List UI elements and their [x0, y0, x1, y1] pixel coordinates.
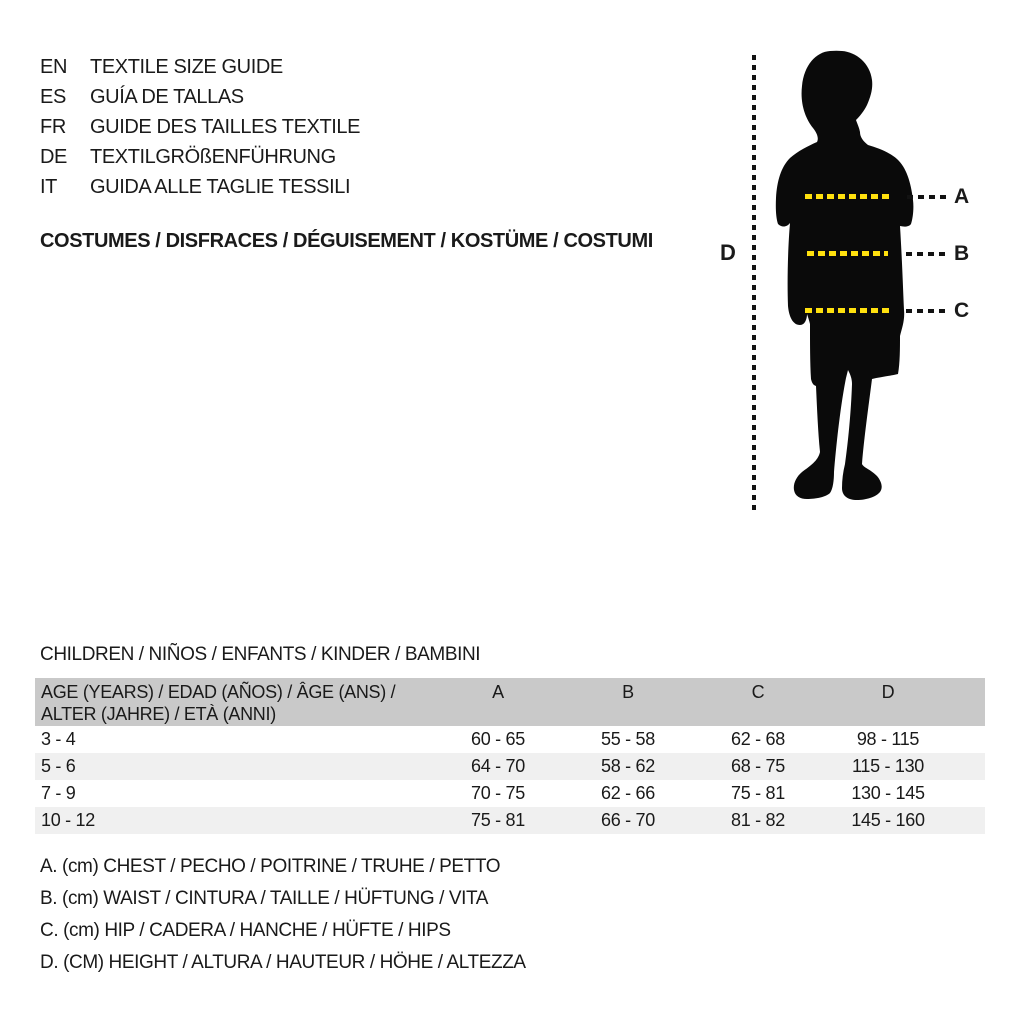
- waist-b-label: B: [954, 242, 969, 265]
- chest-cell: 64 - 70: [471, 756, 525, 776]
- waist-cell: 62 - 66: [601, 783, 655, 803]
- language-code: FR: [40, 116, 66, 138]
- chest-leader-dashes: [907, 195, 947, 199]
- size-table: [35, 678, 985, 834]
- table-row: [35, 807, 985, 834]
- age-header-line2: ALTER (JAHRE) / ETÀ (ANNI): [41, 704, 276, 724]
- chest-cell: 60 - 65: [471, 729, 525, 749]
- language-label: GUIDE DES TAILLES TEXTILE: [90, 116, 361, 138]
- age-cell: 5 - 6: [41, 756, 76, 776]
- children-section-heading: CHILDREN / NIÑOS / ENFANTS / KINDER / BAMBINI: [40, 644, 481, 665]
- column-header-b: B: [622, 682, 634, 702]
- table-header-row: [35, 678, 985, 726]
- waist-leader-dashes: [906, 252, 946, 256]
- height-cell: 130 - 145: [851, 783, 925, 803]
- hip-cell: 68 - 75: [731, 756, 785, 776]
- column-header-d: D: [881, 682, 895, 702]
- table-row: [35, 780, 985, 807]
- hip-c-label: C: [954, 299, 969, 322]
- waist-cell: 55 - 58: [601, 729, 655, 749]
- chest-cell: 70 - 75: [471, 783, 525, 803]
- table-row: [35, 753, 985, 780]
- language-code: DE: [40, 146, 67, 168]
- language-label: TEXTILE SIZE GUIDE: [90, 56, 283, 78]
- language-row-es: [40, 82, 360, 112]
- language-row-it: [40, 172, 360, 202]
- language-title-list: [40, 52, 360, 202]
- language-label: GUÍA DE TALLAS: [90, 86, 244, 108]
- waist-measure-dashes: [807, 251, 888, 256]
- chest-a-label: A: [954, 185, 969, 208]
- language-row-en: [40, 52, 360, 82]
- language-row-de: [40, 142, 360, 172]
- language-code: EN: [40, 56, 67, 78]
- height-cell: 115 - 130: [851, 756, 925, 776]
- column-header-c: C: [751, 682, 765, 702]
- category-title: COSTUMES / DISFRACES / DÉGUISEMENT / KOSTÜME / COSTUMI: [40, 230, 653, 252]
- language-code: IT: [40, 176, 57, 198]
- age-cell: 3 - 4: [41, 729, 76, 749]
- hip-leader-dashes: [906, 309, 946, 313]
- language-row-fr: [40, 112, 360, 142]
- age-cell: 7 - 9: [41, 783, 76, 803]
- child-silhouette-icon: [772, 48, 922, 508]
- legend-hip: C. (cm) HIP / CADERA / HANCHE / HÜFTE / HIPS: [40, 920, 451, 941]
- legend-chest: A. (cm) CHEST / PECHO / POITRINE / TRUHE / PETTO: [40, 856, 501, 877]
- age-header-line1: AGE (YEARS) / EDAD (AÑOS) / ÂGE (ANS) /: [41, 682, 396, 702]
- height-cell: 145 - 160: [851, 810, 925, 830]
- hip-measure-dashes: [805, 308, 892, 313]
- chest-cell: 75 - 81: [471, 810, 525, 830]
- chest-measure-dashes: [805, 194, 890, 199]
- language-label: GUIDA ALLE TAGLIE TESSILI: [90, 176, 351, 198]
- hip-cell: 75 - 81: [731, 783, 785, 803]
- waist-cell: 66 - 70: [601, 810, 655, 830]
- waist-cell: 58 - 62: [601, 756, 655, 776]
- legend-height: D. (CM) HEIGHT / ALTURA / HAUTEUR / HÖHE / ALTEZZA: [40, 952, 526, 973]
- age-column-header: [35, 678, 433, 725]
- table-row: [35, 726, 985, 753]
- height-cell: 98 - 115: [856, 729, 920, 749]
- hip-cell: 62 - 68: [731, 729, 785, 749]
- column-header-a: A: [492, 682, 504, 702]
- age-cell: 10 - 12: [41, 810, 95, 830]
- language-label: TEXTILGRÖßENFÜHRUNG: [90, 146, 336, 168]
- legend-waist: B. (cm) WAIST / CINTURA / TAILLE / HÜFTUNG / VITA: [40, 888, 489, 909]
- measurement-legend: [40, 851, 526, 979]
- language-code: ES: [40, 86, 66, 108]
- height-d-label: D: [720, 240, 736, 265]
- height-dotted-line: [752, 55, 756, 510]
- hip-cell: 81 - 82: [731, 810, 785, 830]
